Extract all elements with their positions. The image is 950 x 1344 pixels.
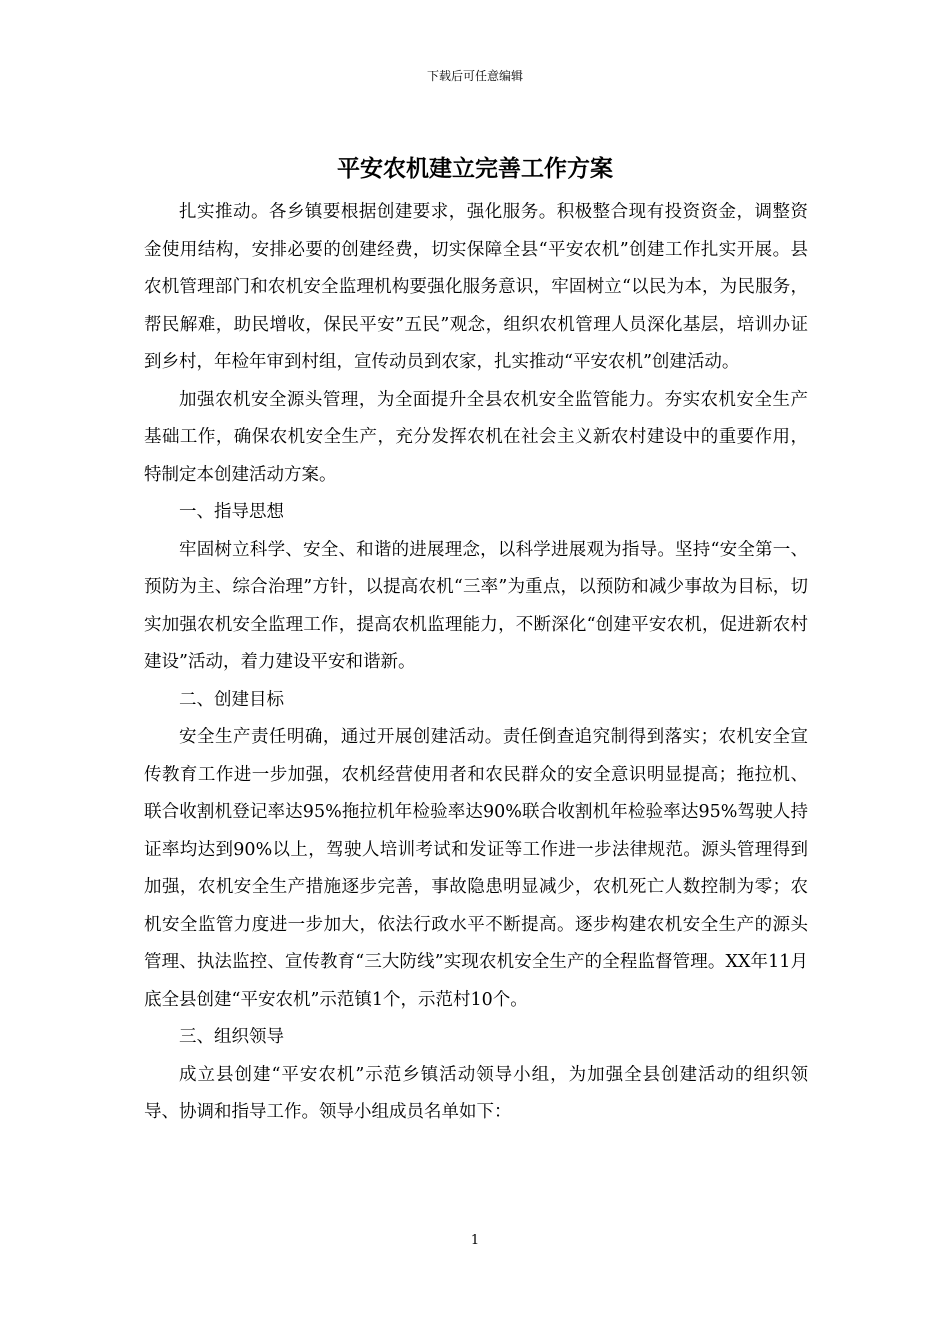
page-number: 1 — [470, 1233, 480, 1248]
section-heading-goals: 二、创建目标 — [179, 689, 284, 710]
document-title: 平安农机建立完善工作方案 — [337, 155, 613, 182]
section-text-leadership: 成立县创建“平安农机”示范乡镇活动领导小组，为加强全县创建活动的组织领导、协调和指导工作。领导小组成员名单如下： — [144, 1064, 808, 1122]
page-header-note: 下载后可任意编辑 — [426, 69, 523, 83]
section-heading-guiding-thought: 一、指导思想 — [179, 502, 284, 522]
section-text-goals: 安全生产责任明确，通过开展创建活动。责任倒查追究制得到落实；农机安全宣传教育工作进一步加强，农机经营使用者和农民群众的安全意识明显提高；拖拉机、联合收割机登记率达95%拖拉机年检验率达90%联合收割机年检验率达95%驾驶人持证率均达到90%以上，驾驶人培训考试和发证等工作进一步法律规范。源头管理得到加强，农机安全生产措施逐步完善，事故隐患明显减少，农机死亡人数控制为零；农机安全监管力度进一步加大，依法行政水平不断提高。逐步构建农机安全生产的源头管理、执法监控、宣传教育“三大防线”实现农机安全生产的全程监督管理。XX年11月底全县创建“平安农机”示范镇1个，示范村10个。 — [144, 727, 808, 1010]
paragraph-intro-1: 扎实推动。各乡镇要根据创建要求，强化服务。积极整合现有投资资金，调整资金使用结构，安排必要的创建经费，切实保障全县“平安农机”创建工作扎实开展。县农机管理部门和农机安全监理机构要强化服务意识，牢固树立“以民为本，为民服务，帮民解难，助民增收，保民平安”五民”观念，组织农机管理人员深化基层，培训办证到乡村，年检年审到村组，宣传动员到农家，扎实推动“平安农机”创建活动。 — [144, 202, 808, 372]
section-text-guiding-thought: 牢固树立科学、安全、和谐的进展理念，以科学进展观为指导。坚持“安全第一、预防为主、综合治理”方针，以提高农机“三率”为重点，以预防和减少事故为目标，切实加强农机安全监理工作，提高农机监理能力，不断深化“创建平安农机，促进新农村建设”活动，着力建设平安和谐新。 — [144, 539, 808, 672]
paragraph-intro-2: 加强农机安全源头管理，为全面提升全县农机安全监管能力。夯实农机安全生产基础工作，确保农机安全生产，充分发挥农机在社会主义新农村建设中的重要作用，特制定本创建活动方案。 — [144, 389, 808, 485]
document-body — [144, 194, 808, 1132]
section-heading-leadership: 三、组织领导 — [179, 1027, 284, 1047]
